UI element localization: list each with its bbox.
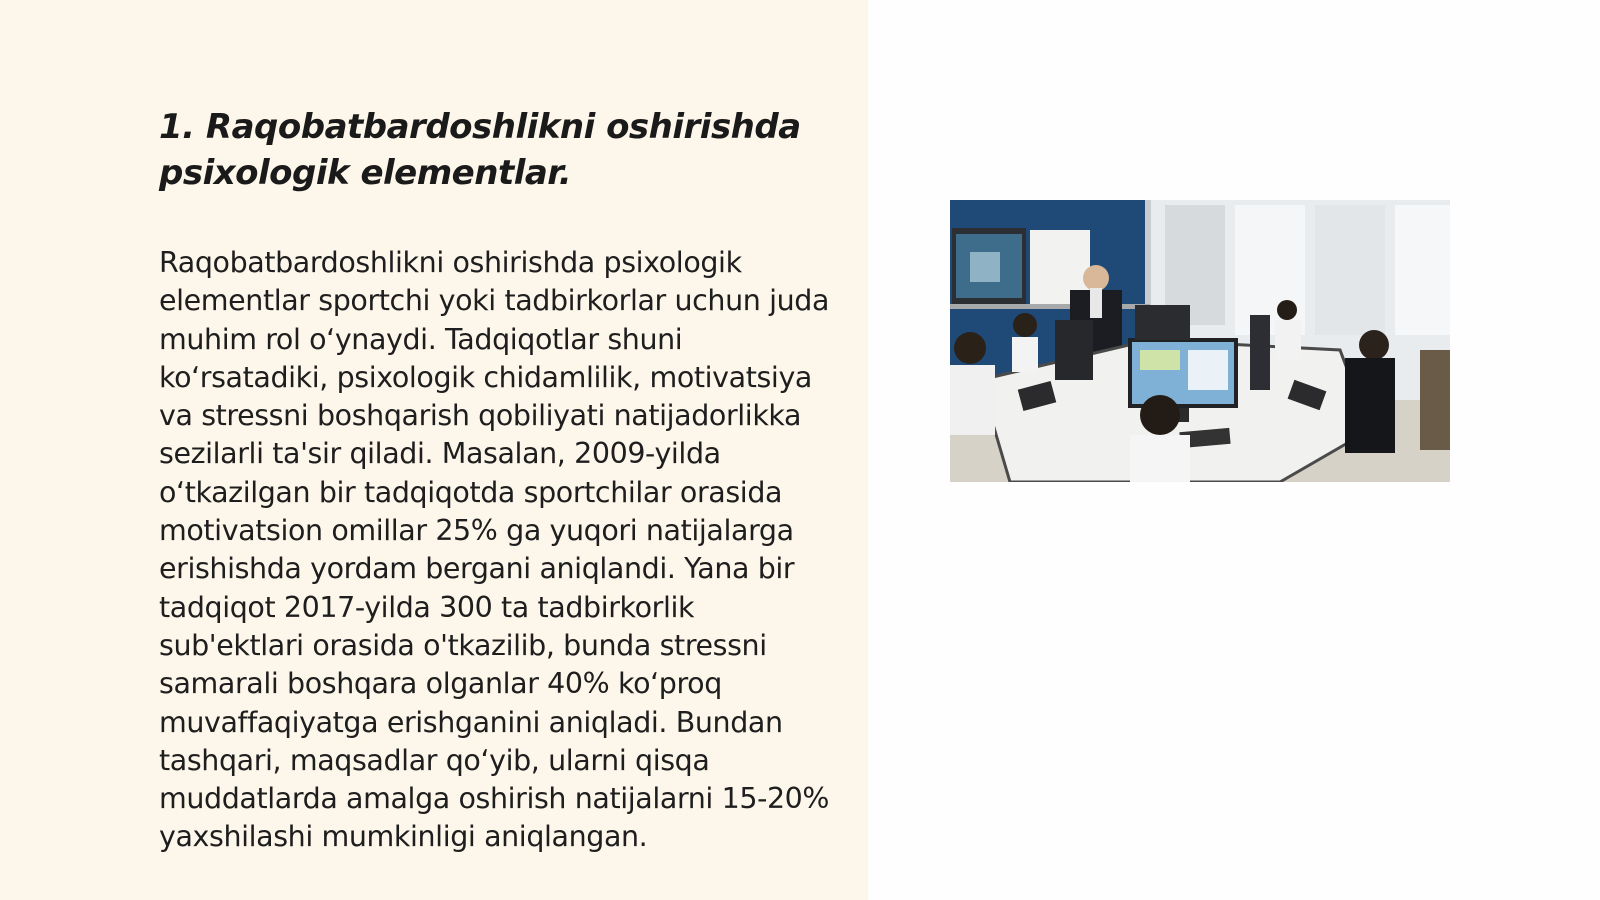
slide-body-text: Raqobatbardoshlikni oshirishda psixologik elementlar sportchi yoki tadbirkorlar uchun juda muhim rol oʻynaydi. Tadqiqotlar shuni koʻrsatadiki, psixologik chidamlilik, motivatsiya va stressni boshqarish qobiliyati natijadorlikka sezilarli ta'sir qiladi. Masalan, 2009-yilda oʻtkazilgan bir tadqiqotda sportchilar orasida motivatsion omillar 25% ga yuqori natijalarga erishishda yordam bergani aniqlandi. Yana bir tadqiqot 2017-yilda 300 ta tadbirkorlik sub'ektlari orasida o'tkazilib, bunda stressni samarali boshqara olganlar 40% koʻproq muvaffaqiyatga erishganini aniqladi. Bundan tashqari, maqsadlar qoʻyib, ularni qisqa muddatlarda amalga oshirish natijalarni 15-20% yaxshilashi mumkinligi aniqlangan. (159, 246, 830, 854)
classroom-photo (950, 200, 1450, 482)
slide-heading: 1. Raqobatbardoshlikni oshirishda psixologik elementlar. (159, 107, 801, 193)
